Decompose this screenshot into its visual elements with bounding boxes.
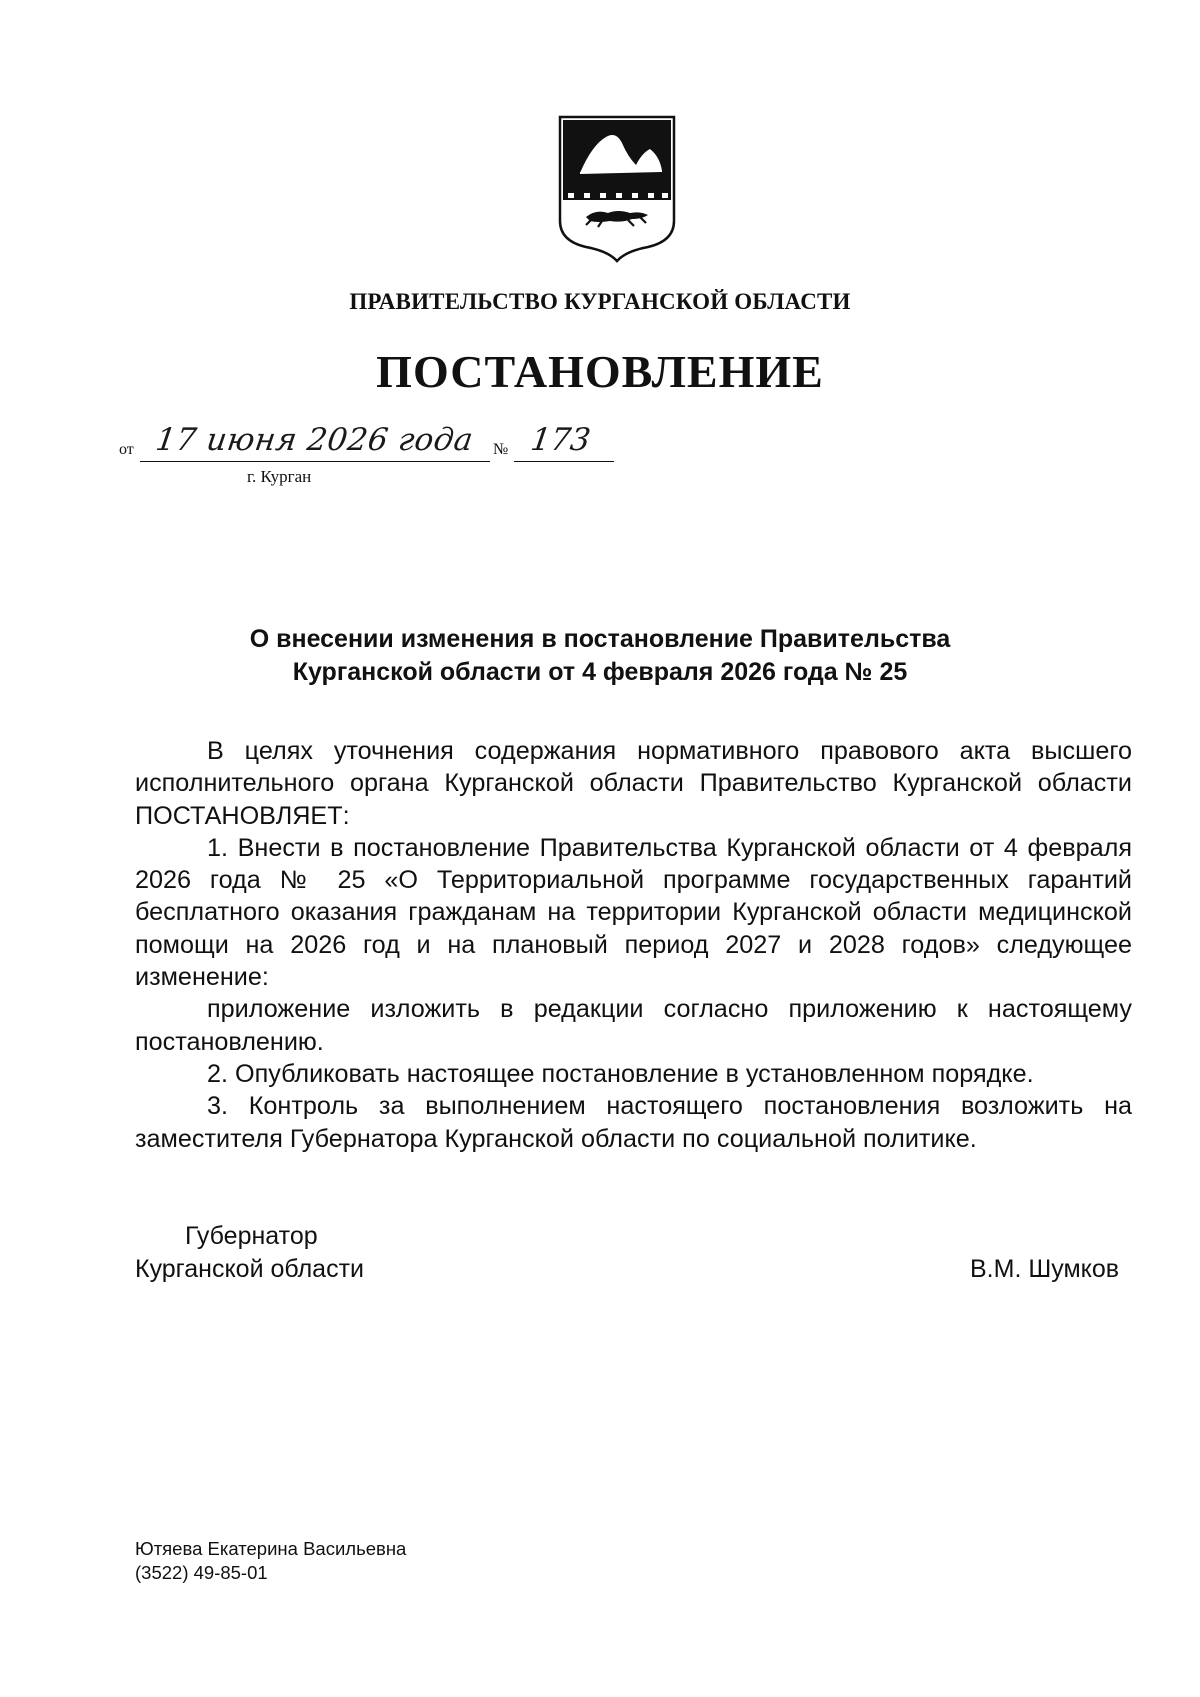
body-paragraph: 3. Контроль за выполнением настоящего постановления возложить на заместителя Губернатора Курганской области по социальной политике. bbox=[135, 1092, 1132, 1153]
document-title-line-2: Курганской области от 4 февраля 2026 года № 25 bbox=[292, 658, 908, 686]
document-title-line-1: О внесении изменения в постановление Правительства bbox=[249, 625, 951, 653]
executor-block bbox=[135, 1537, 406, 1585]
number-underline bbox=[514, 461, 614, 462]
executor-phone: (3522) 49-85-01 bbox=[135, 1562, 268, 1583]
signatory-position-line-1: Губернатор bbox=[185, 1222, 318, 1250]
number-prefix-label: № bbox=[493, 441, 509, 458]
executor-name: Ютяева Екатерина Васильевна bbox=[135, 1538, 407, 1559]
document-date: 17 июня 2026 года bbox=[153, 422, 476, 458]
signatory-name: В.М. Шумков bbox=[970, 1255, 1120, 1283]
body-paragraph: 2. Опубликовать настоящее постановление в установленном порядке. bbox=[207, 1059, 1034, 1088]
document-body bbox=[135, 735, 1132, 1155]
document-type: ПОСТАНОВЛЕНИЕ bbox=[376, 346, 824, 397]
body-paragraph: 1. Внести в постановление Правительства Курганской области от 4 февраля 2026 года № 25 «О Территориальной программе государственных гарантий бесплатного оказания гражданам на территории Курганской области медицинской помощи на 2026 год и на плановый период 2027 и 2028 годов» следующее изменение: bbox=[135, 833, 1132, 992]
body-paragraph: приложение изложить в редакции согласно приложению к настоящему постановлению. bbox=[135, 995, 1132, 1056]
signatory-position bbox=[135, 1220, 364, 1286]
body-paragraph: В целях уточнения содержания нормативного правового акта высшего исполнительного органа Курганской области Правительство Курганской области ПОСТАНОВЛЯЕТ: bbox=[135, 737, 1132, 830]
city-label: г. Курган bbox=[247, 467, 312, 486]
document-number: 173 bbox=[528, 422, 593, 458]
issuing-authority: ПРАВИТЕЛЬСТВО КУРГАНСКОЙ ОБЛАСТИ bbox=[349, 289, 851, 314]
signatory-position-line-2: Курганской области bbox=[135, 1255, 365, 1283]
coat-of-arms-icon bbox=[556, 113, 678, 263]
date-prefix-label: от bbox=[119, 441, 134, 458]
date-underline bbox=[140, 461, 490, 462]
document-title bbox=[0, 623, 1200, 689]
